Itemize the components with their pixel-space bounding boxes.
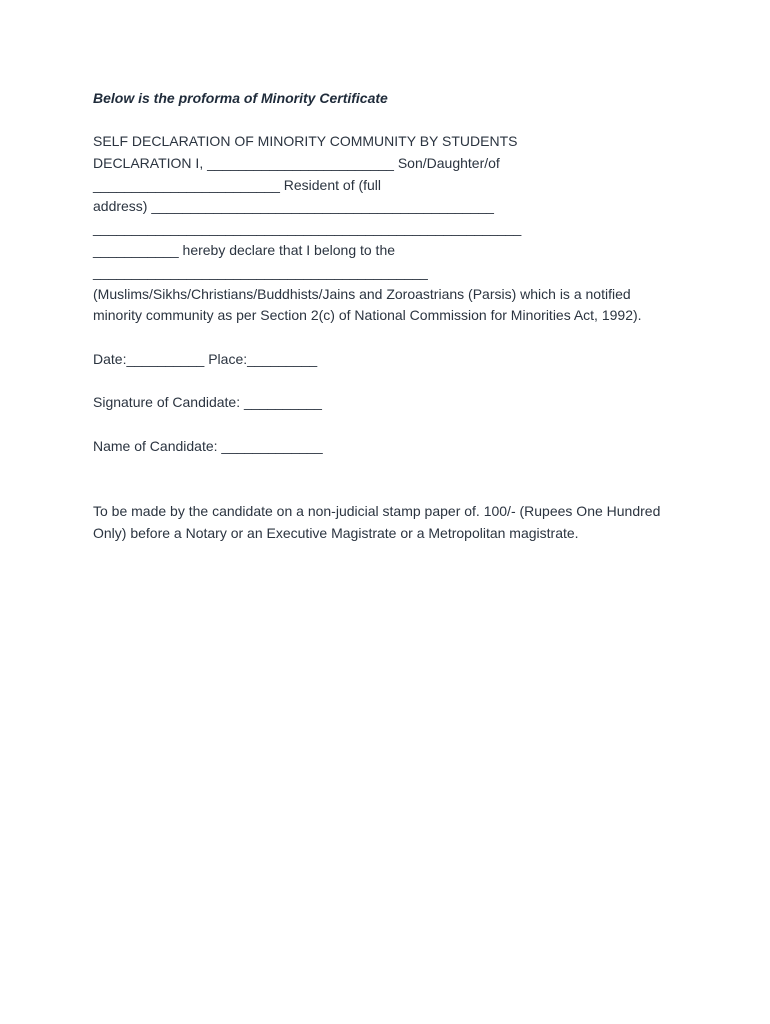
declaration-line: ________________________ Resident of (full — [93, 176, 382, 193]
declaration-line: _______________________________________________________ — [93, 220, 522, 237]
document-heading: Below is the proforma of Minority Certificate — [93, 90, 388, 106]
declaration-line: ___________ hereby declare that I belong to the — [93, 241, 396, 258]
signature-line: Signature of Candidate: __________ — [93, 394, 322, 411]
declaration-body: (Muslims/Sikhs/Christians/Buddhists/Jains and Zoroastrians (Parsis) which is a notified minority community as per Section 2(c) of National Commission for Minorities Act, 1992). — [93, 285, 642, 324]
declaration-line: ___________________________________________ — [93, 263, 428, 280]
spacer — [93, 414, 673, 436]
declaration-line: DECLARATION I, ________________________ Son/Daughter/of — [93, 154, 500, 171]
spacer — [93, 457, 673, 501]
document-content — [93, 88, 673, 545]
declaration-block — [93, 131, 673, 327]
footer-note: To be made by the candidate on a non-judicial stamp paper of. 100/- (Rupees One Hundred Only) before a Notary or an Executive Magistrate or a Metropolitan magistrate. — [93, 502, 661, 541]
spacer — [93, 371, 673, 393]
declaration-line: SELF DECLARATION OF MINORITY COMMUNITY BY STUDENTS — [93, 133, 518, 149]
candidate-name-line: Name of Candidate: _____________ — [93, 437, 323, 454]
date-place-line: Date:__________ Place:_________ — [93, 350, 318, 367]
declaration-line: address) ____________________________________________ — [93, 198, 494, 215]
spacer — [93, 327, 673, 349]
